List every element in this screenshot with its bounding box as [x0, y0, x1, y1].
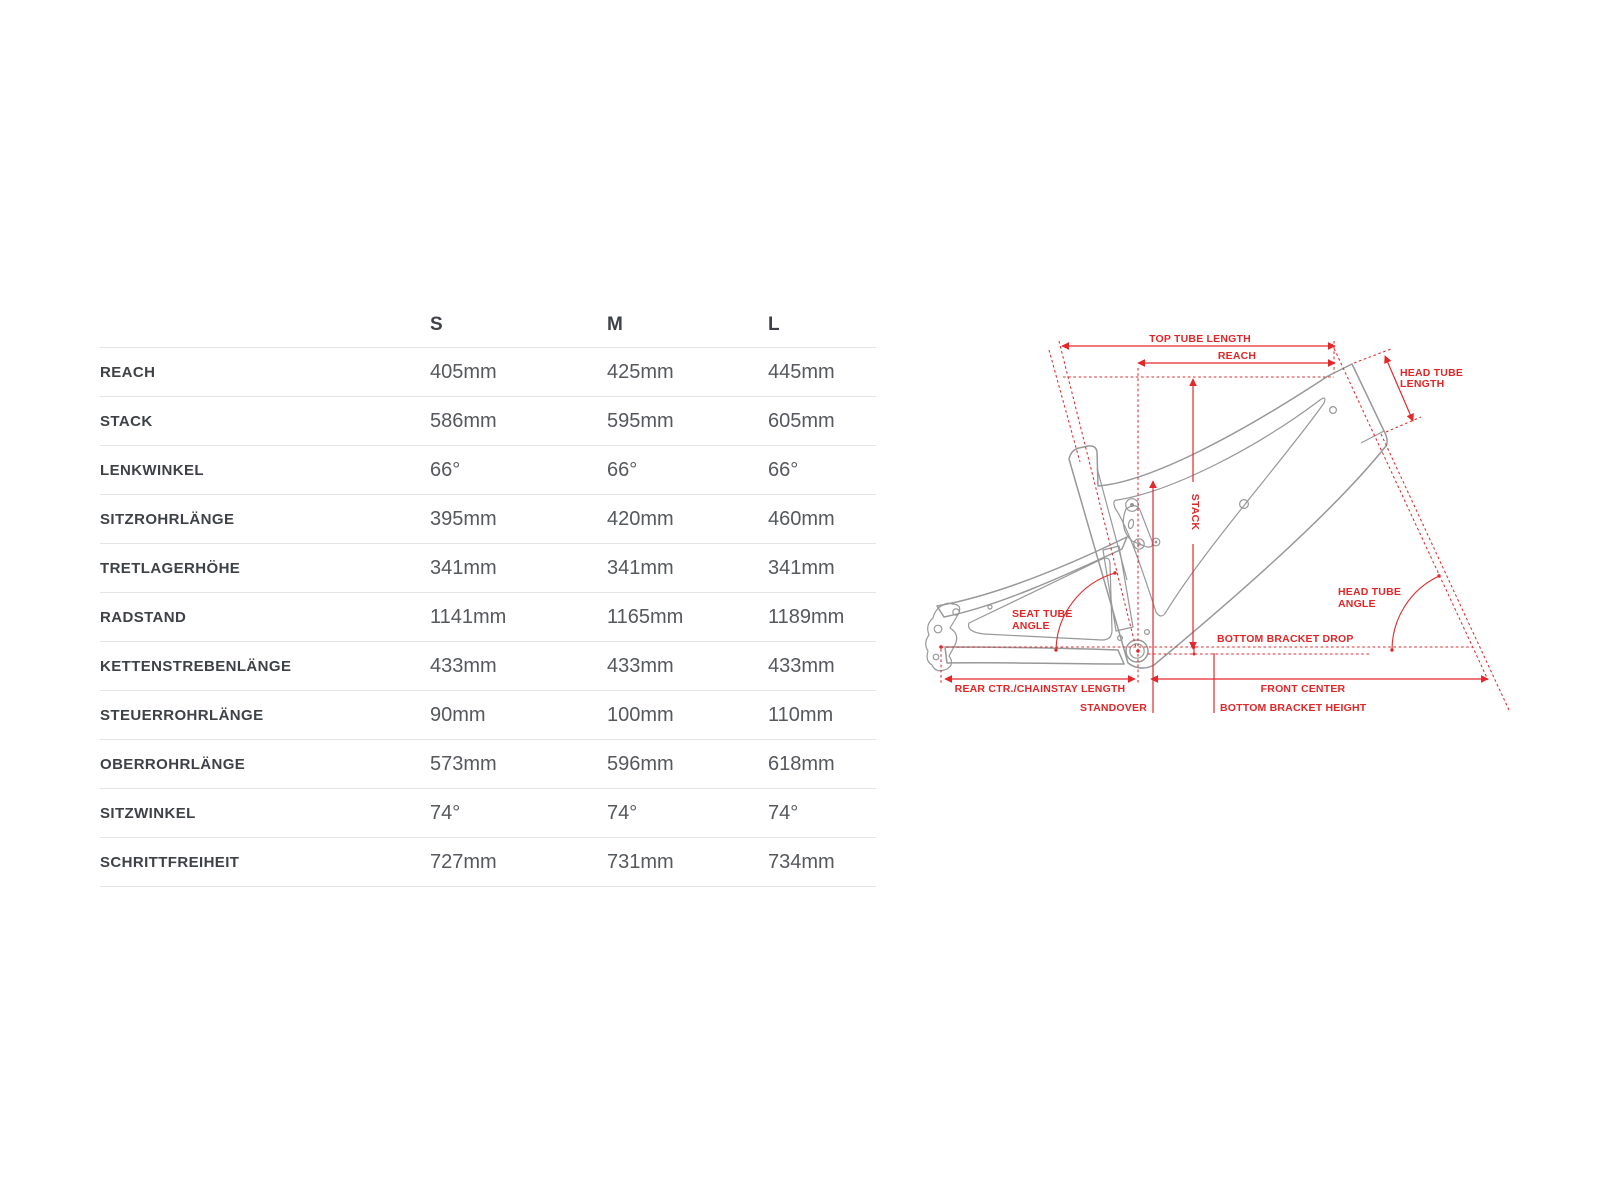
- cell-value: 395mm: [430, 507, 497, 530]
- table-row: [100, 397, 876, 446]
- table-row: [100, 740, 876, 789]
- row-label: RADSTAND: [100, 608, 187, 626]
- row-label: KETTENSTREBENLÄNGE: [100, 657, 292, 675]
- cell-value: 445mm: [768, 360, 835, 383]
- row-label: STACK: [100, 412, 153, 430]
- cell-value: 433mm: [430, 654, 497, 677]
- row-label: STEUERROHRLÄNGE: [100, 706, 264, 724]
- cell-value: 1189mm: [768, 605, 845, 628]
- label-stack: STACK: [1189, 493, 1201, 531]
- column-header-s: S: [430, 314, 443, 335]
- cell-value: 734mm: [768, 850, 835, 873]
- row-label: LENKWINKEL: [100, 461, 204, 479]
- cell-value: 425mm: [607, 360, 674, 383]
- cell-value: 731mm: [607, 850, 674, 873]
- table-row: [100, 544, 876, 593]
- label-head-tube-angle-line1: HEAD TUBE: [1338, 586, 1402, 598]
- table-header-row: [100, 303, 876, 348]
- construction-lines: [941, 341, 1509, 710]
- cell-value: 1165mm: [607, 605, 684, 628]
- label-bottom-bracket-drop: BOTTOM BRACKET DROP: [1217, 633, 1354, 645]
- table-row: [100, 348, 876, 397]
- cell-value: 341mm: [430, 556, 497, 579]
- label-top-tube-length: TOP TUBE LENGTH: [1149, 333, 1251, 345]
- cell-value: 74°: [768, 801, 799, 824]
- label-standover: STANDOVER: [1080, 702, 1147, 714]
- column-header-l: L: [768, 314, 780, 335]
- table-row: [100, 838, 876, 887]
- label-seat-tube-angle-line2: ANGLE: [1012, 620, 1050, 632]
- label-reach: REACH: [1217, 350, 1257, 362]
- label-rear-center: REAR CTR./CHAINSTAY LENGTH: [954, 683, 1126, 695]
- cell-value: 596mm: [607, 752, 674, 775]
- cell-value: 341mm: [768, 556, 835, 579]
- cell-value: 618mm: [768, 752, 835, 775]
- cell-value: 586mm: [430, 409, 497, 432]
- bike-frame-drawing: [926, 364, 1387, 671]
- table-row: [100, 691, 876, 740]
- row-label: SCHRITTFREIHEIT: [100, 853, 240, 871]
- frame-geometry-diagram: [900, 300, 1520, 720]
- table-row: [100, 446, 876, 495]
- cell-value: 74°: [430, 801, 461, 824]
- cell-value: 405mm: [430, 360, 497, 383]
- cell-value: 460mm: [768, 507, 835, 530]
- dimension-labels: [955, 333, 1463, 714]
- table-row: [100, 642, 876, 691]
- cell-value: 66°: [607, 458, 638, 481]
- label-bottom-bracket-height: BOTTOM BRACKET HEIGHT: [1220, 702, 1367, 714]
- cell-value: 605mm: [768, 409, 835, 432]
- geometry-table: [100, 303, 876, 887]
- table-row: [100, 495, 876, 544]
- cell-value: 420mm: [607, 507, 674, 530]
- label-front-center: FRONT CENTER: [1260, 683, 1346, 695]
- label-head-tube-angle-line2: ANGLE: [1338, 598, 1376, 610]
- cell-value: 433mm: [768, 654, 835, 677]
- dimension-lines: [939, 346, 1488, 713]
- cell-value: 110mm: [768, 703, 834, 726]
- row-label: SITZWINKEL: [100, 804, 196, 822]
- row-label: REACH: [100, 363, 156, 381]
- cell-value: 1141mm: [430, 605, 507, 628]
- cell-value: 90mm: [430, 703, 486, 726]
- cell-value: 595mm: [607, 409, 674, 432]
- row-label: TRETLAGERHÖHE: [100, 559, 241, 577]
- row-label: OBERROHRLÄNGE: [100, 755, 246, 773]
- label-head-tube-length-line1: HEAD TUBE: [1400, 367, 1464, 379]
- cell-value: 341mm: [607, 556, 674, 579]
- cell-value: 66°: [768, 458, 799, 481]
- column-header-m: M: [607, 314, 623, 335]
- table-row: [100, 593, 876, 642]
- cell-value: 100mm: [607, 703, 674, 726]
- row-label: SITZROHRLÄNGE: [100, 510, 235, 528]
- cell-value: 727mm: [430, 850, 497, 873]
- cell-value: 433mm: [607, 654, 674, 677]
- cell-value: 573mm: [430, 752, 497, 775]
- cell-value: 74°: [607, 801, 638, 824]
- label-head-tube-length-line2: LENGTH: [1400, 378, 1445, 390]
- cell-value: 66°: [430, 458, 461, 481]
- table-row: [100, 789, 876, 838]
- label-seat-tube-angle-line1: SEAT TUBE: [1012, 608, 1073, 620]
